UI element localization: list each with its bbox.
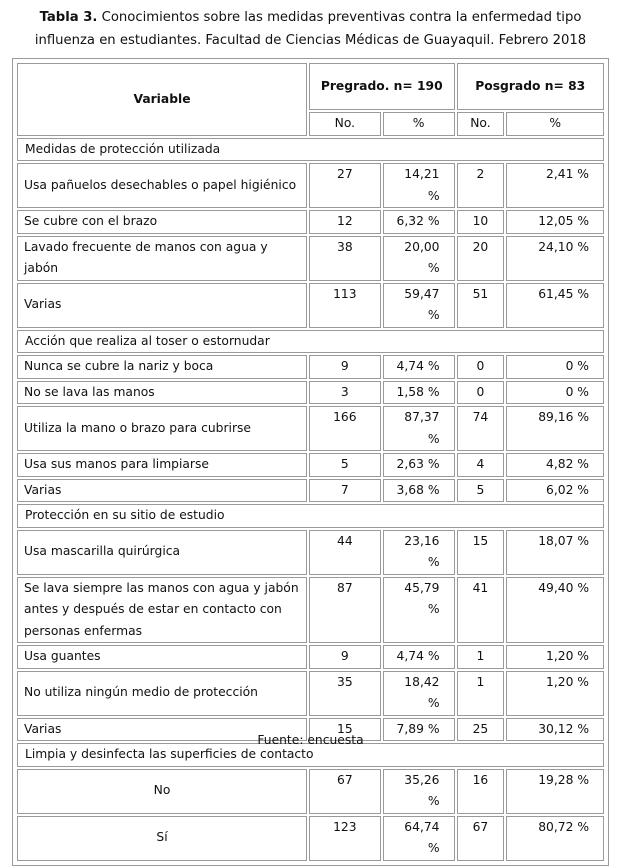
header-posgrado: Posgrado n= 83	[457, 63, 604, 110]
pregrado-count: 166	[309, 406, 381, 451]
header-pregrado: Pregrado. n= 190	[309, 63, 455, 110]
table-row	[17, 769, 604, 814]
table-row	[17, 406, 604, 451]
posgrado-count: 4	[457, 453, 505, 477]
table-row	[17, 530, 604, 575]
header-pos-pct: %	[506, 112, 604, 136]
table-row	[17, 671, 604, 716]
table-row	[17, 453, 604, 477]
pregrado-count: 87	[309, 577, 381, 644]
table-row	[17, 355, 604, 379]
pregrado-percent: 45,79 %	[383, 577, 455, 644]
posgrado-count: 1	[457, 671, 505, 716]
section-title: Limpia y desinfecta las superficies de contacto	[17, 743, 604, 767]
posgrado-count: 1	[457, 645, 505, 669]
table-row	[17, 645, 604, 669]
header-pre-no: No.	[309, 112, 381, 136]
posgrado-percent: 61,45 %	[506, 283, 604, 328]
section-row	[17, 330, 604, 354]
table-row	[17, 479, 604, 503]
posgrado-percent: 30,12 %	[506, 718, 604, 742]
posgrado-percent: 2,41 %	[506, 163, 604, 208]
pregrado-count: 67	[309, 769, 381, 814]
pregrado-percent: 3,68 %	[383, 479, 455, 503]
caption-text: Conocimientos sobre las medidas preventivas contra la enfermedad tipo influenza en estudiantes. Facultad de Ciencias Médicas de Guayaquil. Febrero 2018	[34, 10, 587, 48]
header-row	[17, 63, 604, 110]
posgrado-count: 41	[457, 577, 505, 644]
pregrado-count: 9	[309, 645, 381, 669]
posgrado-percent: 24,10 %	[506, 236, 604, 281]
pregrado-percent: 23,16 %	[383, 530, 455, 575]
posgrado-percent: 89,16 %	[506, 406, 604, 451]
posgrado-percent: 80,72 %	[506, 816, 604, 861]
posgrado-count: 5	[457, 479, 505, 503]
pregrado-count: 123	[309, 816, 381, 861]
header-pos-no: No.	[457, 112, 505, 136]
table-row	[17, 283, 604, 328]
pregrado-count: 44	[309, 530, 381, 575]
pregrado-count: 5	[309, 453, 381, 477]
pregrado-percent: 1,58 %	[383, 381, 455, 405]
posgrado-count: 67	[457, 816, 505, 861]
pregrado-percent: 64,74 %	[383, 816, 455, 861]
pregrado-percent: 6,32 %	[383, 210, 455, 234]
row-label: Varias	[17, 283, 307, 328]
row-label: Usa pañuelos desechables o papel higiénico	[17, 163, 307, 208]
row-label: Se cubre con el brazo	[17, 210, 307, 234]
pregrado-count: 12	[309, 210, 381, 234]
pregrado-count: 9	[309, 355, 381, 379]
posgrado-percent: 49,40 %	[506, 577, 604, 644]
posgrado-percent: 1,20 %	[506, 645, 604, 669]
posgrado-count: 25	[457, 718, 505, 742]
pregrado-percent: 18,42 %	[383, 671, 455, 716]
section-title: Protección en su sitio de estudio	[17, 504, 604, 528]
pregrado-count: 27	[309, 163, 381, 208]
table-row	[17, 163, 604, 208]
section-row	[17, 138, 604, 162]
pregrado-count: 15	[309, 718, 381, 742]
posgrado-count: 0	[457, 381, 505, 405]
pregrado-count: 38	[309, 236, 381, 281]
pregrado-percent: 87,37 %	[383, 406, 455, 451]
posgrado-count: 74	[457, 406, 505, 451]
row-label: Utiliza la mano o brazo para cubrirse	[17, 406, 307, 451]
pregrado-count: 3	[309, 381, 381, 405]
header-variable: Variable	[17, 63, 307, 136]
pregrado-percent: 20,00 %	[383, 236, 455, 281]
table-caption	[8, 0, 613, 52]
posgrado-count: 16	[457, 769, 505, 814]
posgrado-count: 20	[457, 236, 505, 281]
row-label: Usa guantes	[17, 645, 307, 669]
posgrado-percent: 19,28 %	[506, 769, 604, 814]
row-label: No se lava las manos	[17, 381, 307, 405]
table-row	[17, 210, 604, 234]
posgrado-percent: 12,05 %	[506, 210, 604, 234]
pregrado-percent: 2,63 %	[383, 453, 455, 477]
posgrado-count: 0	[457, 355, 505, 379]
table-row	[17, 381, 604, 405]
posgrado-count: 51	[457, 283, 505, 328]
pregrado-count: 35	[309, 671, 381, 716]
row-label: Varias	[17, 718, 307, 742]
row-label: Se lava siempre las manos con agua y jabón antes y después de estar en contacto con personas enfermas	[17, 577, 307, 644]
row-label: Sí	[17, 816, 307, 861]
posgrado-percent: 18,07 %	[506, 530, 604, 575]
pregrado-percent: 14,21 %	[383, 163, 455, 208]
section-row	[17, 504, 604, 528]
row-label: Lavado frecuente de manos con agua y jabón	[17, 236, 307, 281]
row-label: Nunca se cubre la nariz y boca	[17, 355, 307, 379]
table-row	[17, 236, 604, 281]
pregrado-count: 7	[309, 479, 381, 503]
row-label: Usa mascarilla quirúrgica	[17, 530, 307, 575]
posgrado-percent: 6,02 %	[506, 479, 604, 503]
posgrado-percent: 0 %	[506, 355, 604, 379]
posgrado-count: 15	[457, 530, 505, 575]
pregrado-percent: 35,26 %	[383, 769, 455, 814]
pregrado-percent: 4,74 %	[383, 645, 455, 669]
pregrado-percent: 4,74 %	[383, 355, 455, 379]
row-label: Usa sus manos para limpiarse	[17, 453, 307, 477]
caption-label: Tabla 3.	[39, 10, 98, 25]
pregrado-percent: 7,89 %	[383, 718, 455, 742]
table-row	[17, 577, 604, 644]
table-footer: Fuente: encuesta	[257, 733, 364, 747]
posgrado-percent: 1,20 %	[506, 671, 604, 716]
row-label: No utiliza ningún medio de protección	[17, 671, 307, 716]
posgrado-count: 2	[457, 163, 505, 208]
section-title: Medidas de protección utilizada	[17, 138, 604, 162]
section-title: Acción que realiza al toser o estornudar	[17, 330, 604, 354]
posgrado-count: 10	[457, 210, 505, 234]
pregrado-percent: 59,47 %	[383, 283, 455, 328]
row-label: Varias	[17, 479, 307, 503]
row-label: No	[17, 769, 307, 814]
header-pre-pct: %	[383, 112, 455, 136]
table-row	[17, 816, 604, 861]
posgrado-percent: 4,82 %	[506, 453, 604, 477]
pregrado-count: 113	[309, 283, 381, 328]
posgrado-percent: 0 %	[506, 381, 604, 405]
